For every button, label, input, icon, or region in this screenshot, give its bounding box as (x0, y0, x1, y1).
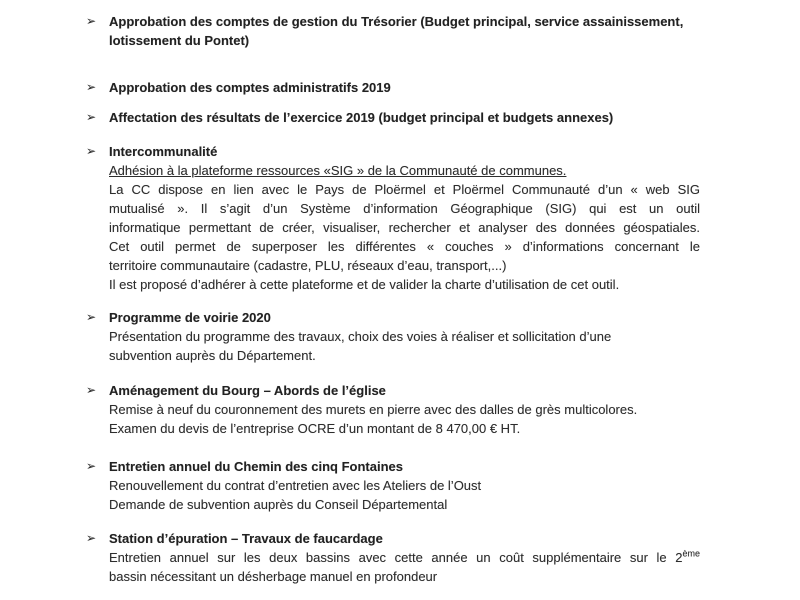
agenda-item-title: Programme de voirie 2020 (109, 310, 271, 325)
agenda-item-content (109, 78, 700, 97)
agenda-item-content (109, 381, 700, 438)
agenda-item-comptes-administratifs (86, 78, 700, 97)
agenda-item-content (109, 529, 700, 586)
agenda-body-line: Examen du devis de l’entreprise OCRE d’un montant de 8 470,00 € HT. (109, 421, 521, 436)
agenda-item-station-epuration (86, 529, 700, 586)
agenda-item-content (109, 108, 700, 127)
agenda-body-subtitle: Adhésion à la plateforme ressources «SIG » de la Communauté de communes. (109, 163, 567, 178)
agenda-item-affectation-resultats (86, 108, 700, 127)
agenda-body-line: Présentation du programme des travaux, choix des voies à réaliser et sollicitation d’une (109, 329, 612, 344)
arrow-bullet-icon: ➢ (86, 310, 97, 324)
agenda-item-intercommunalite (86, 142, 700, 294)
ordinal-superscript: ème (682, 548, 700, 559)
agenda-item-comptes-gestion (86, 12, 700, 50)
arrow-bullet-icon: ➢ (86, 80, 97, 94)
agenda-body-line: bassin nécessitant un désherbage manuel en profondeur (109, 569, 438, 584)
agenda-body-line: Remise à neuf du couronnement des murets en pierre avec des dalles de grès multicolores. (109, 402, 638, 417)
agenda-item-title: Approbation des comptes administratifs 2019 (109, 80, 391, 95)
agenda-item-title: Approbation des comptes de gestion du Trésorier (Budget principal, service assainissement, (109, 14, 684, 29)
arrow-bullet-icon: ➢ (86, 459, 97, 473)
agenda-body-line: Renouvellement du contrat d’entretien avec les Ateliers de l’Oust (109, 478, 482, 493)
agenda-body-line: Cet outil permet de superposer les différentes « couches » d’informations concernant le (109, 239, 700, 254)
agenda-item-programme-voirie (86, 308, 700, 365)
agenda-item-title-line2: lotissement du Pontet) (109, 33, 250, 48)
agenda-item-content (109, 308, 700, 365)
agenda-item-amenagement-bourg (86, 381, 700, 438)
agenda-item-entretien-chemin (86, 457, 700, 514)
agenda-body-line: subvention auprès du Département. (109, 348, 316, 363)
agenda-body-line: mutualisé ». Il s’agit d’un Système d’information Géographique (SIG) qui est un outil (109, 201, 700, 216)
arrow-bullet-icon: ➢ (86, 531, 97, 545)
agenda-body-line: informatique permettant de créer, visualiser, rechercher et analyser des données géospatiales. (109, 220, 700, 235)
agenda-item-content (109, 142, 700, 294)
agenda-body-text: Entretien annuel sur les deux bassins avec cette année un coût supplémentaire sur le 2 (109, 550, 683, 565)
agenda-item-title: Aménagement du Bourg – Abords de l’église (109, 383, 386, 398)
arrow-bullet-icon: ➢ (86, 110, 97, 124)
agenda-item-title: Intercommunalité (109, 144, 218, 159)
agenda-body-line: territoire communautaire (cadastre, PLU, réseaux d’eau, transport,...) (109, 258, 507, 273)
agenda-body-line: La CC dispose en lien avec le Pays de Ploërmel et Ploërmel Communauté d’un « web SIG (109, 182, 700, 197)
arrow-bullet-icon: ➢ (86, 14, 97, 28)
agenda-body-line (109, 548, 700, 567)
agenda-body-line: Demande de subvention auprès du Conseil Départemental (109, 497, 448, 512)
arrow-bullet-icon: ➢ (86, 144, 97, 158)
agenda-item-title: Affectation des résultats de l’exercice 2019 (budget principal et budgets annexes) (109, 110, 614, 125)
agenda-item-title: Station d’épuration – Travaux de faucardage (109, 531, 383, 546)
agenda-item-content (109, 12, 700, 50)
agenda-item-content (109, 457, 700, 514)
agenda-body-line: Il est proposé d’adhérer à cette plateforme et de valider la charte d’utilisation de cet outil. (109, 277, 620, 292)
agenda-item-title: Entretien annuel du Chemin des cinq Fontaines (109, 459, 403, 474)
arrow-bullet-icon: ➢ (86, 383, 97, 397)
